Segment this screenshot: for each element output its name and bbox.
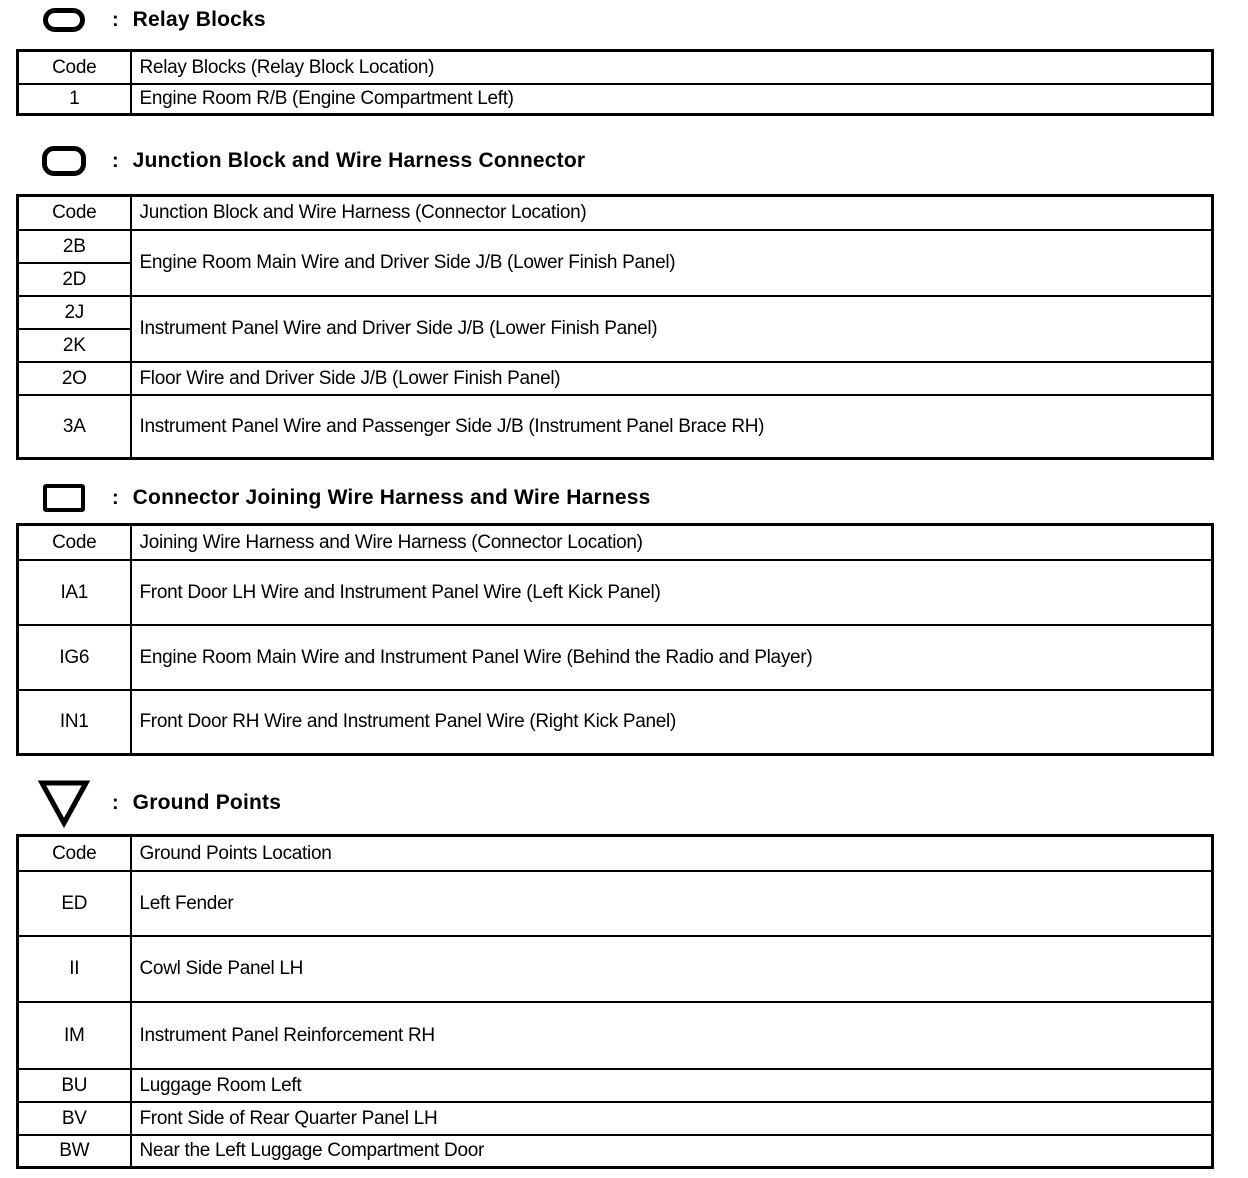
table-header-row [18,836,1213,871]
code-cell: ED [18,871,131,936]
heading-colon: : [112,149,119,172]
table-row [18,84,1213,115]
location-cell: Instrument Panel Reinforcement RH [131,1002,1213,1069]
table-row [18,1069,1213,1102]
code-header: Code [18,836,131,871]
ground-points-table [16,834,1214,1169]
code-cell: 1 [18,84,131,115]
table-row [18,395,1213,459]
code-header: Code [18,51,131,84]
down-triangle-icon [36,778,92,828]
table-header-row [18,525,1213,560]
location-header: Relay Blocks (Relay Block Location) [131,51,1213,84]
table-row [18,871,1213,936]
location-cell: Front Door LH Wire and Instrument Panel Wire (Left Kick Panel) [131,560,1213,625]
location-cell: Instrument Panel Wire and Passenger Side J/B (Instrument Panel Brace RH) [131,395,1213,459]
location-header: Ground Points Location [131,836,1213,871]
ground-points-heading [36,778,281,828]
table-row [18,296,1213,329]
table-row [18,362,1213,395]
junction-blocks-table [16,194,1214,460]
section-title: Connector Joining Wire Harness and Wire Harness [132,486,651,509]
code-header: Code [18,525,131,560]
table-row [18,1102,1213,1135]
code-header: Code [18,196,131,230]
heading-colon: : [112,486,119,509]
section-title: Ground Points [132,791,282,814]
table-header-row [18,51,1213,84]
code-cell: BU [18,1069,131,1102]
location-cell: Cowl Side Panel LH [131,936,1213,1002]
thick-ellipse-icon [36,8,92,32]
connectors-table [16,523,1214,756]
code-cell: 2K [18,329,131,362]
location-cell: Instrument Panel Wire and Driver Side J/B (Lower Finish Panel) [131,296,1213,362]
code-cell: 2D [18,263,131,296]
section-title: Junction Block and Wire Harness Connector [132,149,586,172]
location-cell: Engine Room Main Wire and Driver Side J/B (Lower Finish Panel) [131,230,1213,296]
table-row [18,230,1213,263]
code-cell: IN1 [18,690,131,755]
code-cell: IA1 [18,560,131,625]
table-row [18,1002,1213,1069]
code-cell: IG6 [18,625,131,690]
relay-blocks-heading [36,0,266,40]
location-header: Junction Block and Wire Harness (Connector Location) [131,196,1213,230]
location-cell: Engine Room Main Wire and Instrument Panel Wire (Behind the Radio and Player) [131,625,1213,690]
section-title: Relay Blocks [132,8,266,31]
code-cell: BV [18,1102,131,1135]
table-row [18,560,1213,625]
rounded-rectangle-icon [36,146,92,176]
rectangle-icon [36,484,92,512]
heading-colon: : [112,8,119,31]
location-cell: Luggage Room Left [131,1069,1213,1102]
table-row [18,690,1213,755]
heading-colon: : [112,791,119,814]
code-cell: 2O [18,362,131,395]
table-row [18,625,1213,690]
location-cell: Near the Left Luggage Compartment Door [131,1135,1213,1168]
code-cell: 3A [18,395,131,459]
connectors-heading [36,478,650,518]
location-cell: Front Side of Rear Quarter Panel LH [131,1102,1213,1135]
location-cell: Engine Room R/B (Engine Compartment Left) [131,84,1213,115]
code-cell: 2B [18,230,131,263]
junction-blocks-heading [36,141,585,181]
location-cell: Left Fender [131,871,1213,936]
code-cell: BW [18,1135,131,1168]
table-header-row [18,196,1213,230]
relay-blocks-table [16,49,1214,116]
code-cell: II [18,936,131,1002]
location-header: Joining Wire Harness and Wire Harness (Connector Location) [131,525,1213,560]
location-cell: Floor Wire and Driver Side J/B (Lower Finish Panel) [131,362,1213,395]
code-cell: 2J [18,296,131,329]
location-cell: Front Door RH Wire and Instrument Panel Wire (Right Kick Panel) [131,690,1213,755]
table-row [18,936,1213,1002]
table-row [18,1135,1213,1168]
code-cell: IM [18,1002,131,1069]
